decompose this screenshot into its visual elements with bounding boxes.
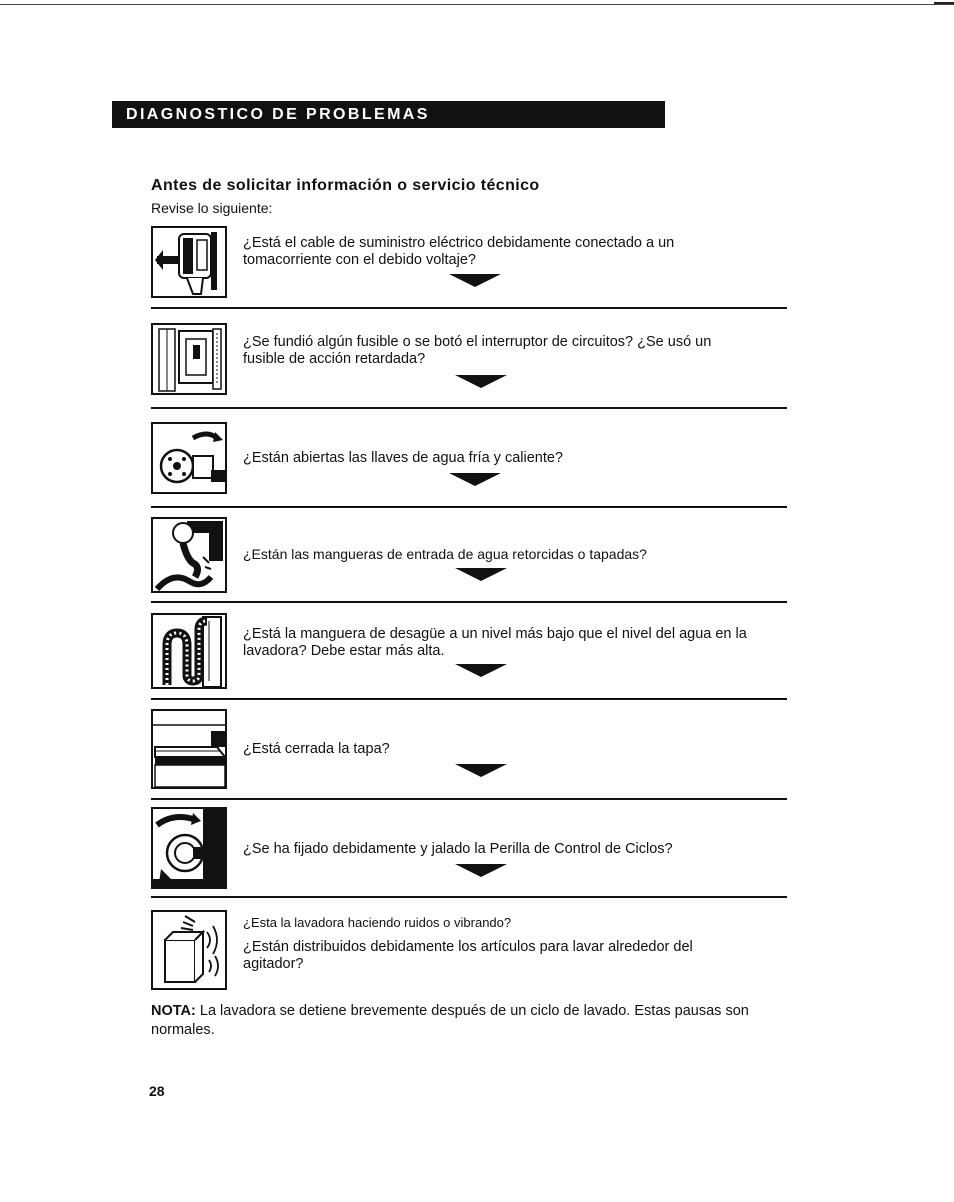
note (151, 1002, 791, 1040)
section-banner: DIAGNOSTICO DE PROBLEMAS (112, 101, 665, 128)
check-question-line: tomacorriente con el debido voltaje? (243, 252, 476, 268)
vibrating-washer-icon (151, 910, 227, 990)
inlet-hose-icon (151, 517, 227, 593)
section-title: Antes de solicitar información o servicio técnico (151, 177, 540, 194)
power-plug-icon (151, 226, 227, 298)
divider (151, 307, 787, 309)
check-question-line: agitador? (243, 956, 304, 972)
down-arrow-icon (455, 568, 507, 581)
page-number: 28 (149, 1083, 165, 1099)
drain-hose-icon (151, 613, 227, 689)
divider (151, 407, 787, 409)
check-question-line: ¿Están abiertas las llaves de agua fría y caliente? (243, 450, 563, 466)
check-question-line: ¿Están las mangueras de entrada de agua retorcidas o tapadas? (243, 546, 647, 562)
top-rule (0, 4, 954, 5)
divider (151, 896, 787, 898)
washer-lid-icon (151, 709, 227, 789)
down-arrow-icon (449, 473, 501, 486)
divider (151, 698, 787, 700)
check-question-line: ¿Esta la lavadora haciendo ruidos o vibrando? (243, 915, 512, 930)
down-arrow-icon (449, 274, 501, 287)
note-label: NOTA: (151, 1003, 196, 1019)
check-question-line: ¿Están distribuidos debidamente los artículos para lavar alrededor del (243, 939, 693, 955)
check-question-line: fusible de acción retardada? (243, 351, 426, 367)
water-faucet-icon (151, 422, 227, 494)
intro-text: Revise lo siguiente: (151, 200, 273, 216)
down-arrow-icon (455, 864, 507, 877)
check-question-line: ¿Está cerrada la tapa? (243, 741, 390, 757)
check-question-line: ¿Se fundió algún fusible o se botó el interruptor de circuitos? ¿Se usó un (243, 334, 712, 350)
down-arrow-icon (455, 375, 507, 388)
top-rule-mark (934, 2, 954, 4)
down-arrow-icon (455, 764, 507, 777)
divider (151, 506, 787, 508)
down-arrow-icon (455, 664, 507, 677)
fuse-box-icon (151, 323, 227, 395)
divider (151, 601, 787, 603)
check-question-line: lavadora? Debe estar más alta. (243, 643, 445, 659)
check-question-line: ¿Está el cable de suministro eléctrico debidamente conectado a un (243, 235, 675, 251)
cycle-knob-icon (151, 807, 227, 889)
check-question-line: ¿Está la manguera de desagüe a un nivel más bajo que el nivel del agua en la (243, 626, 747, 642)
check-question-line: ¿Se ha fijado debidamente y jalado la Perilla de Control de Ciclos? (243, 841, 673, 857)
divider (151, 798, 787, 800)
note-text: La lavadora se detiene brevemente después de un ciclo de lavado. Estas pausas son normales. (151, 1003, 749, 1038)
